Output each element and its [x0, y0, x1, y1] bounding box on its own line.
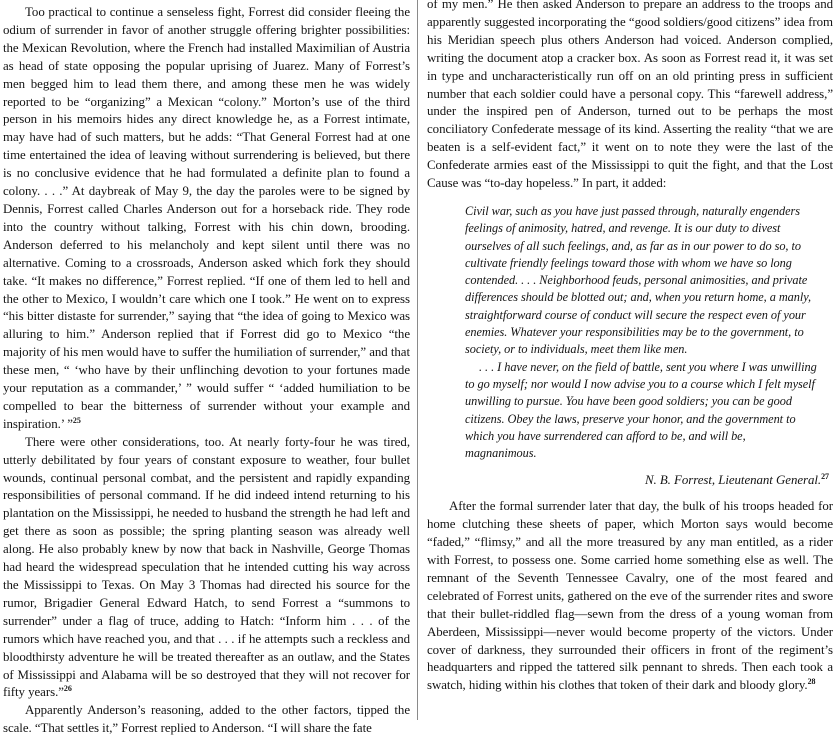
paragraph: Apparently Anderson’s reasoning, added to the other factors, tipped the scale. “That settles it,” Forrest replied to Anderson. “I will share the fate — [3, 703, 410, 736]
block-quote — [465, 203, 819, 462]
paragraph: There were other considerations, too. At nearly forty-four he was tired, utterly debilitated by four years of constant exposure to weather, four bullet wounds, continual personal combat, and the persistent and rapidly expanding responsibilities of personal command. If he did indeed intend returning to his plantation on the Mississippi, he needed to husband the strength he had left and get there as soon as possible; the spring planting season was already well along. He also probably knew by now that back in Nashville, George Thomas had heard the widespread speculation that he intended cutting his way across the Mississippi to Texas. On May 3 Thomas had directed his source for the rumor, Brigadier General Edward Hatch, to send Forrest a “summons to surrender” under a flag of truce, adding to Hatch: “Inform him . . . of the rumors which have reached you, and that . . . if he attempts such a reckless and bloodthirsty adventure he will be treated thereafter as an outlaw, and the States of Mississippi and Alabama will be so destroyed that they will not recover for fifty years.”$^{26}$ — [3, 434, 410, 700]
left-column — [3, 4, 410, 738]
paragraph: After the formal surrender later that day, the bulk of his troops headed for home clutching these sheets of paper, which Morton says would become “faded,” “flimsy,” and all the more treasured by any man entitled, as a rider with Forrest, to possess one. Some carried home something else as well. The remnant of the Seventh Tennessee Cavalry, one of the most feared and celebrated of Forrest units, gathered on the eve of the surrender rites and swore that their bullet-riddled flag—sewn from the dress of a young woman from Aberdeen, Mississippi—never would become property of the victors. Under cover of darkness, they surrounded their officers in front of the regiment’s headquarters and ripped the tattered silk pennant to shreds. Then each took a swatch, hiding within his clothes that token of their dark and bloody glory.$^{28}$ — [427, 499, 833, 693]
footnote-marker: 28 — [807, 677, 816, 687]
paragraph: Too practical to continue a senseless fight, Forrest did consider fleeing the odium of surrender in favor of another struggle offering brighter possibilities: the Mexican Revolution, where the French had installed Maximilian of Austria as head of state opposing the popular uprising of Juarez. Many of Forrest’s men begged him to lead them there, and among these men he was widely reported to be “organizing” a Mexican “colony.” Morton’s use of the third person in his memoirs hides any direct knowledge he, as a Forrest intimate, may have had of such matters, but he adds: “That General Forrest had at one time entertained the idea of leaving without surrendering is believed, but there is no conclusive evidence that he had formulated a definite plan to found a colony. . . .” At daybreak of May 9, the day the paroles were to be signed by Dennis, Forrest called Charles Anderson out for a horseback ride. They rode into the country without talking, Forrest with his chin down, brooding. Anderson deferred to his melancholy and kept silent until there was no alternative. Coming to a crossroads, Anderson asked which fork they should take. “It makes no difference,” Forrest replied. “If one of them led to hell and the other to Mexico, I wouldn’t care which one I took.” He went on to express “his bitter distaste for surrender,” saying that “the idea of going to Mexico was alluring to him.” Anderson replied that if Forrest did go to Mexico “the majority of his men would have to suffer the humiliation of surrender,” and that these men, “ ‘who have by their unflinching devotion to your fortunes made your reputation as a commander,’ ” would suffer “ ‘added humiliation to be compelled to bear the bitterness of surrender without your example and inspiration.’ ”$^{25}$ — [3, 5, 410, 431]
signature: N. B. Forrest, Lieutenant General.$^{27}$ — [644, 472, 829, 488]
footnote-marker: 26 — [63, 684, 72, 694]
quote-paragraph: . . . I have never, on the field of battle, sent you where I was unwilling to go myself; nor would I now advise you to a course which I felt myself unwilling to pursue. You have been good soldiers; you can be good citizens. Obey the laws, preserve your honor, and the government to which you have surrendered can afford to be, and will be, magnanimous. — [465, 359, 817, 461]
quote-paragraph: Civil war, such as you have just passed through, naturally engenders feelings of animosity, hatred, and revenge. It is our duty to divest ourselves of all such feelings, and, as far as in our power to do so, to cultivate friendly feelings toward those with whom we have so long contended. . . . Neighborhood feuds, personal animosities, and private differences should be blotted out; and, when you return home, a manly, straightforward course of conduct will secure the respect even of your enemies. Whatever your responsibilities may be to the government, to society, or to individuals, meet them like men. — [465, 203, 811, 357]
footnote-marker: 25 — [72, 415, 81, 425]
footnote-marker: 27 — [821, 472, 829, 482]
paragraph: of my men.” He then asked Anderson to prepare an address to the troops and apparently suggested incorporating the “good soldiers/good citizens” idea from his Meridian speech plus others Anderson had voiced. Anderson complied, writing the document atop a cracker box. As soon as Forrest read it, it was set in type and uncharacteristically run off on an old printing press in sufficient number that each soldier could have a personal copy. This “farewell address,” under the inspired pen of Anderson, turned out to be perhaps the most conciliatory Confederate message of its kind. Asserting the reality “that we are beaten is a self-evident fact,” it went on to note they were the last of the Confederate armies east of the Mississippi to quit the fight, and that the Lost Cause was “to-day hopeless.” In part, it added: — [427, 0, 833, 191]
right-column — [427, 0, 833, 695]
column-divider — [417, 0, 418, 720]
